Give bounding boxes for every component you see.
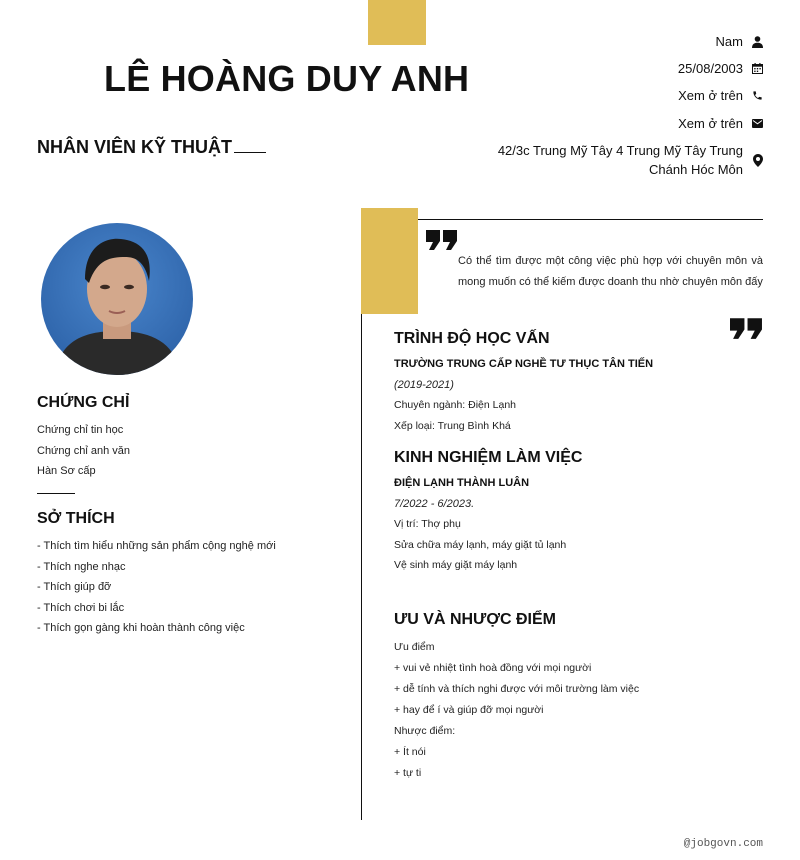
job-title (37, 137, 266, 158)
contact-phone (678, 86, 764, 105)
avatar (41, 223, 193, 375)
list-item: Nhược điểm: (394, 725, 456, 737)
quote-close-icon (730, 318, 763, 344)
column-divider (361, 314, 362, 820)
phone-icon (751, 89, 764, 102)
section-divider (37, 493, 75, 494)
list-item: + tự ti (394, 767, 422, 779)
quote-open-icon (426, 230, 458, 255)
hobbies-title: SỞ THÍCH (37, 510, 115, 527)
list-item: + dễ tính và thích nghi được với môi trường làm việc (394, 683, 640, 695)
experience-title: KINH NGHIỆM LÀM VIỆC (394, 449, 583, 466)
address-line-1: 42/3c Trung Mỹ Tây 4 Trung Mỹ Tây Trung (497, 143, 743, 158)
calendar-icon (751, 62, 764, 75)
job-title-rule (234, 152, 266, 153)
list-item: + vui vẻ nhiệt tình hoà đồng với mọi người (394, 662, 592, 674)
experience-line: Vị trí: Thợ phụ (394, 518, 461, 530)
phone-text[interactable]: Xem ở trên (678, 88, 743, 103)
education-details (394, 354, 653, 436)
accent-block-objective (361, 208, 418, 314)
certificates-title: CHỨNG CHỈ (37, 394, 130, 411)
education-period: (2019-2021) (394, 378, 454, 391)
school-name: TRƯỜNG TRUNG CẤP NGHỀ TƯ THỤC TÂN TIẾN (394, 358, 654, 370)
birthday-text: 25/08/2003 (677, 61, 743, 76)
list-item: - Thích chơi bi lắc (37, 601, 125, 614)
objective-top-rule (418, 219, 763, 220)
experience-period: 7/2022 - 6/2023. (394, 497, 475, 510)
candidate-name: LÊ HOÀNG DUY ANH (104, 58, 470, 99)
user-icon (751, 35, 764, 48)
job-title-text: NHÂN VIÊN KỸ THUẬT (37, 137, 233, 157)
gender-text: Nam (715, 34, 743, 49)
education-title: TRÌNH ĐỘ HỌC VẤN (394, 330, 550, 347)
experience-details (394, 473, 566, 576)
list-item: - Thích nghe nhạc (37, 560, 126, 573)
list-item: + hay để í và giúp đỡ mọi người (394, 704, 544, 716)
list-item: - Thích giúp đỡ (37, 581, 112, 593)
list-item: Chứng chỉ tin học (37, 424, 124, 436)
education-grade: Xếp loại: Trung Bình Khá (394, 419, 511, 432)
list-item: - Thích gọn gàng khi hoàn thành công việc (37, 622, 245, 634)
location-pin-icon (751, 154, 764, 167)
address-line-2: Chánh Hóc Môn (649, 162, 743, 177)
contact-address (498, 141, 764, 179)
education-major: Chuyên ngành: Điện Lạnh (394, 399, 517, 411)
contact-email (678, 114, 764, 133)
experience-line: Vệ sinh máy giặt máy lạnh (394, 559, 518, 571)
list-item: Ưu điểm (394, 641, 435, 653)
pros-cons-title: ƯU VÀ NHƯỢC ĐIỂM (394, 611, 556, 628)
pros-cons-list (394, 637, 639, 784)
experience-line: Sửa chữa máy lạnh, máy giặt tủ lạnh (394, 538, 567, 551)
list-item: + Ít nói (394, 746, 426, 758)
mail-icon (751, 117, 764, 130)
contact-birthday (678, 59, 764, 78)
list-item: Chứng chỉ anh văn (37, 444, 130, 457)
accent-block-top (368, 0, 426, 45)
certificates-list (37, 420, 130, 482)
watermark: @jobgovn.com (683, 838, 763, 850)
contact-gender (716, 32, 764, 51)
company-name: ĐIỆN LẠNH THÀNH LUÂN (394, 477, 530, 489)
hobbies-list (37, 536, 276, 639)
objective-text: Có thể tìm được một công việc phù hợp với chuyên môn và mong muốn có thể kiếm được doanh thu nhờ chuyên môn đấy (458, 255, 763, 288)
list-item: - Thích tìm hiểu những sản phẩm cộng nghệ mới (37, 540, 276, 552)
list-item: Hàn Sơ cấp (37, 465, 96, 477)
email-text[interactable]: Xem ở trên (678, 116, 743, 131)
